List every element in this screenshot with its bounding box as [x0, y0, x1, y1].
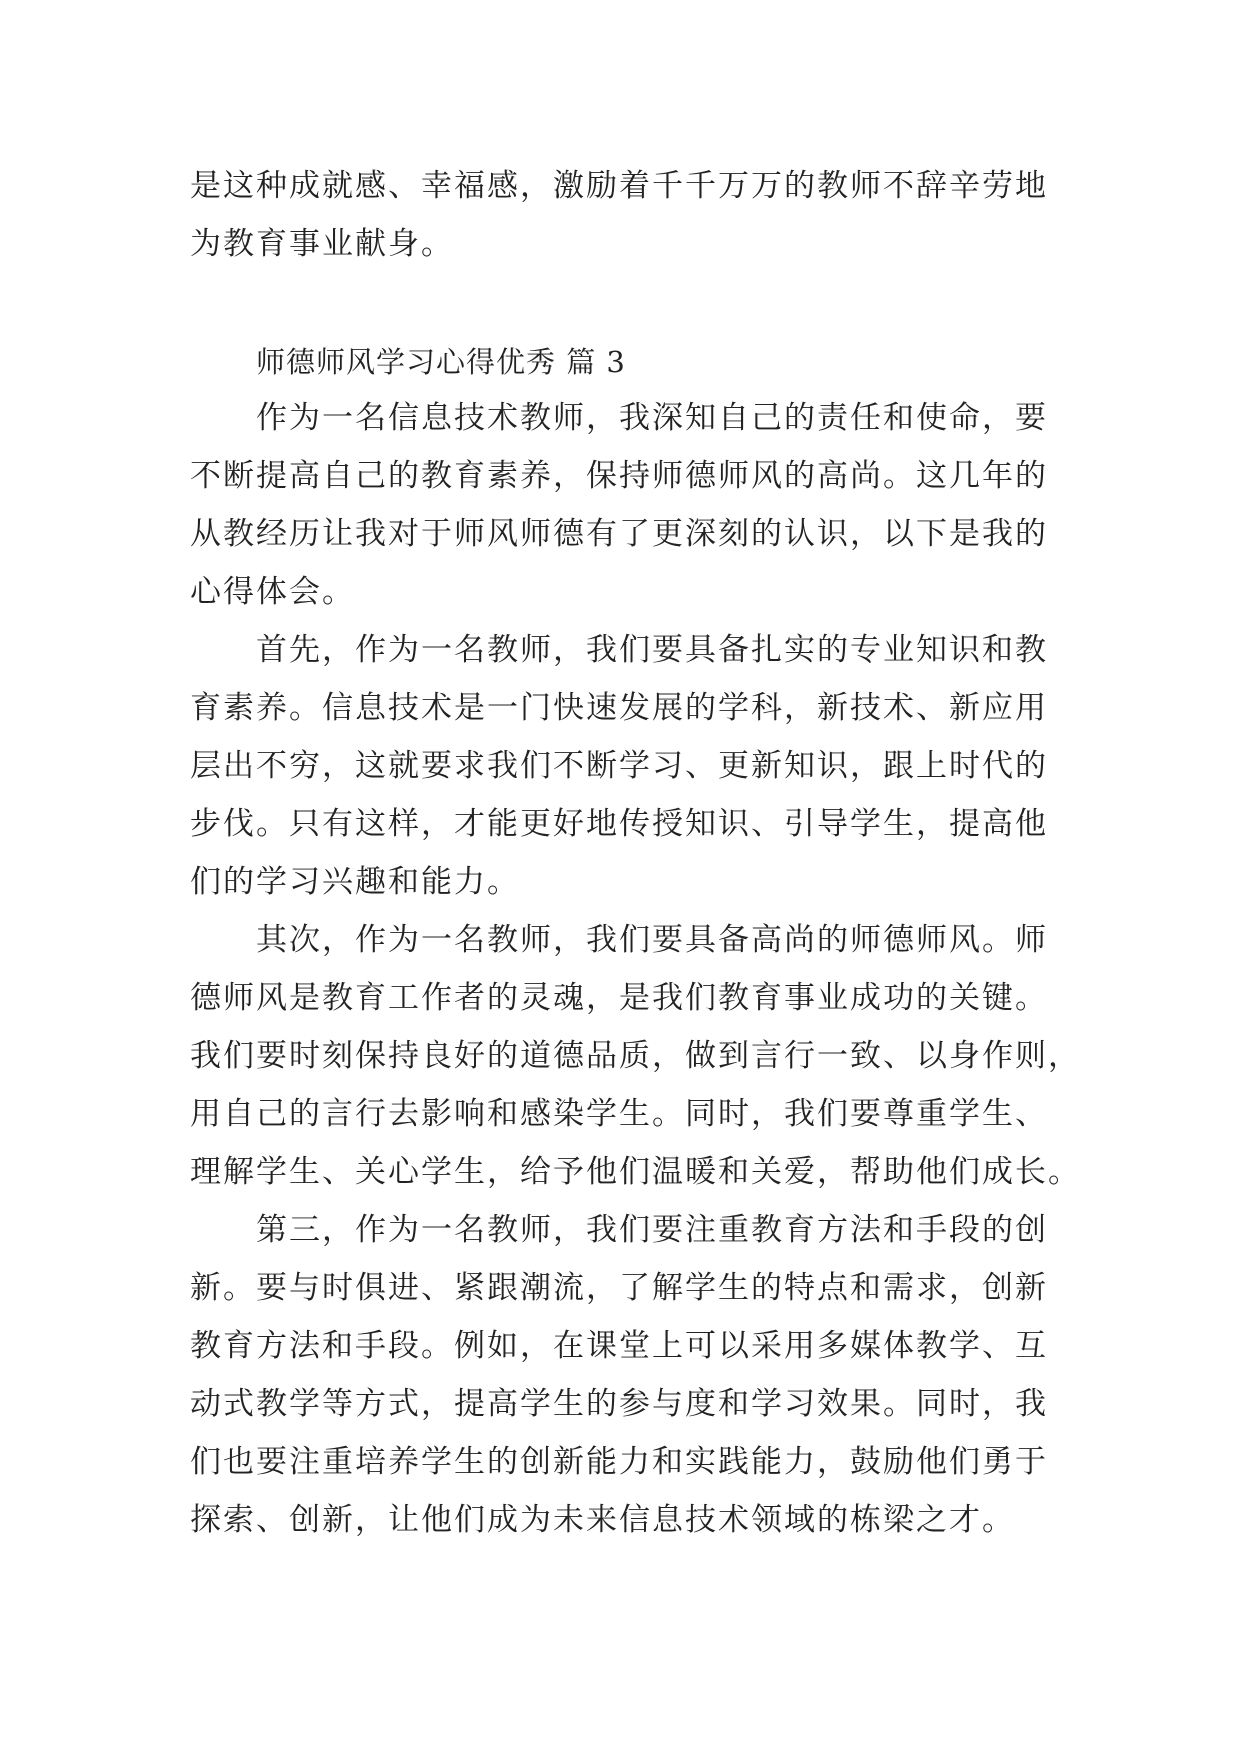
paragraph-2-line-1: 首先，作为一名教师，我们要具备扎实的专业知识和教 [256, 632, 1048, 668]
paragraph-2-line-5: 们的学习兴趣和能力。 [190, 864, 520, 900]
paragraph-2-line-4: 步伐。只有这样，才能更好地传授知识、引导学生，提高他 [190, 806, 1048, 842]
intro-line-1: 是这种成就感、幸福感，激励着千千万万的教师不辞辛劳地 [190, 168, 1048, 204]
paragraph-3-line-1: 其次，作为一名教师，我们要具备高尚的师德师风。师 [256, 922, 1048, 958]
paragraph-4-line-2: 新。要与时俱进、紧跟潮流，了解学生的特点和需求，创新 [190, 1270, 1048, 1306]
paragraph-2-line-3: 层出不穷，这就要求我们不断学习、更新知识，跟上时代的 [190, 748, 1048, 784]
paragraph-1-line-1: 作为一名信息技术教师，我深知自己的责任和使命，要 [256, 400, 1048, 436]
paragraph-4-line-5: 们也要注重培养学生的创新能力和实践能力，鼓励他们勇于 [190, 1444, 1048, 1480]
paragraph-4-line-6: 探索、创新，让他们成为未来信息技术领域的栋梁之才。 [190, 1502, 1015, 1538]
paragraph-4-line-3: 教育方法和手段。例如，在课堂上可以采用多媒体教学、互 [190, 1328, 1048, 1364]
paragraph-3-line-4: 用自己的言行去影响和感染学生。同时，我们要尊重学生、 [190, 1096, 1048, 1132]
paragraph-3-line-5: 理解学生、关心学生，给予他们温暖和关爱，帮助他们成长。 [190, 1154, 1081, 1190]
paragraph-3-line-3: 我们要时刻保持良好的道德品质，做到言行一致、以身作则， [190, 1038, 1081, 1074]
paragraph-1-line-3: 从教经历让我对于师风师德有了更深刻的认识，以下是我的 [190, 516, 1048, 552]
paragraph-2-line-2: 育素养。信息技术是一门快速发展的学科，新技术、新应用 [190, 690, 1048, 726]
intro-line-2: 为教育事业献身。 [190, 226, 454, 262]
section-heading: 师德师风学习心得优秀 篇 3 [256, 345, 626, 379]
paragraph-4-line-1: 第三，作为一名教师，我们要注重教育方法和手段的创 [256, 1212, 1048, 1248]
paragraph-4-line-4: 动式教学等方式，提高学生的参与度和学习效果。同时，我 [190, 1386, 1048, 1422]
paragraph-1-line-2: 不断提高自己的教育素养，保持师德师风的高尚。这几年的 [190, 458, 1048, 494]
paragraph-3-line-2: 德师风是教育工作者的灵魂，是我们教育事业成功的关键。 [190, 980, 1048, 1016]
paragraph-1-line-4: 心得体会。 [190, 574, 355, 610]
